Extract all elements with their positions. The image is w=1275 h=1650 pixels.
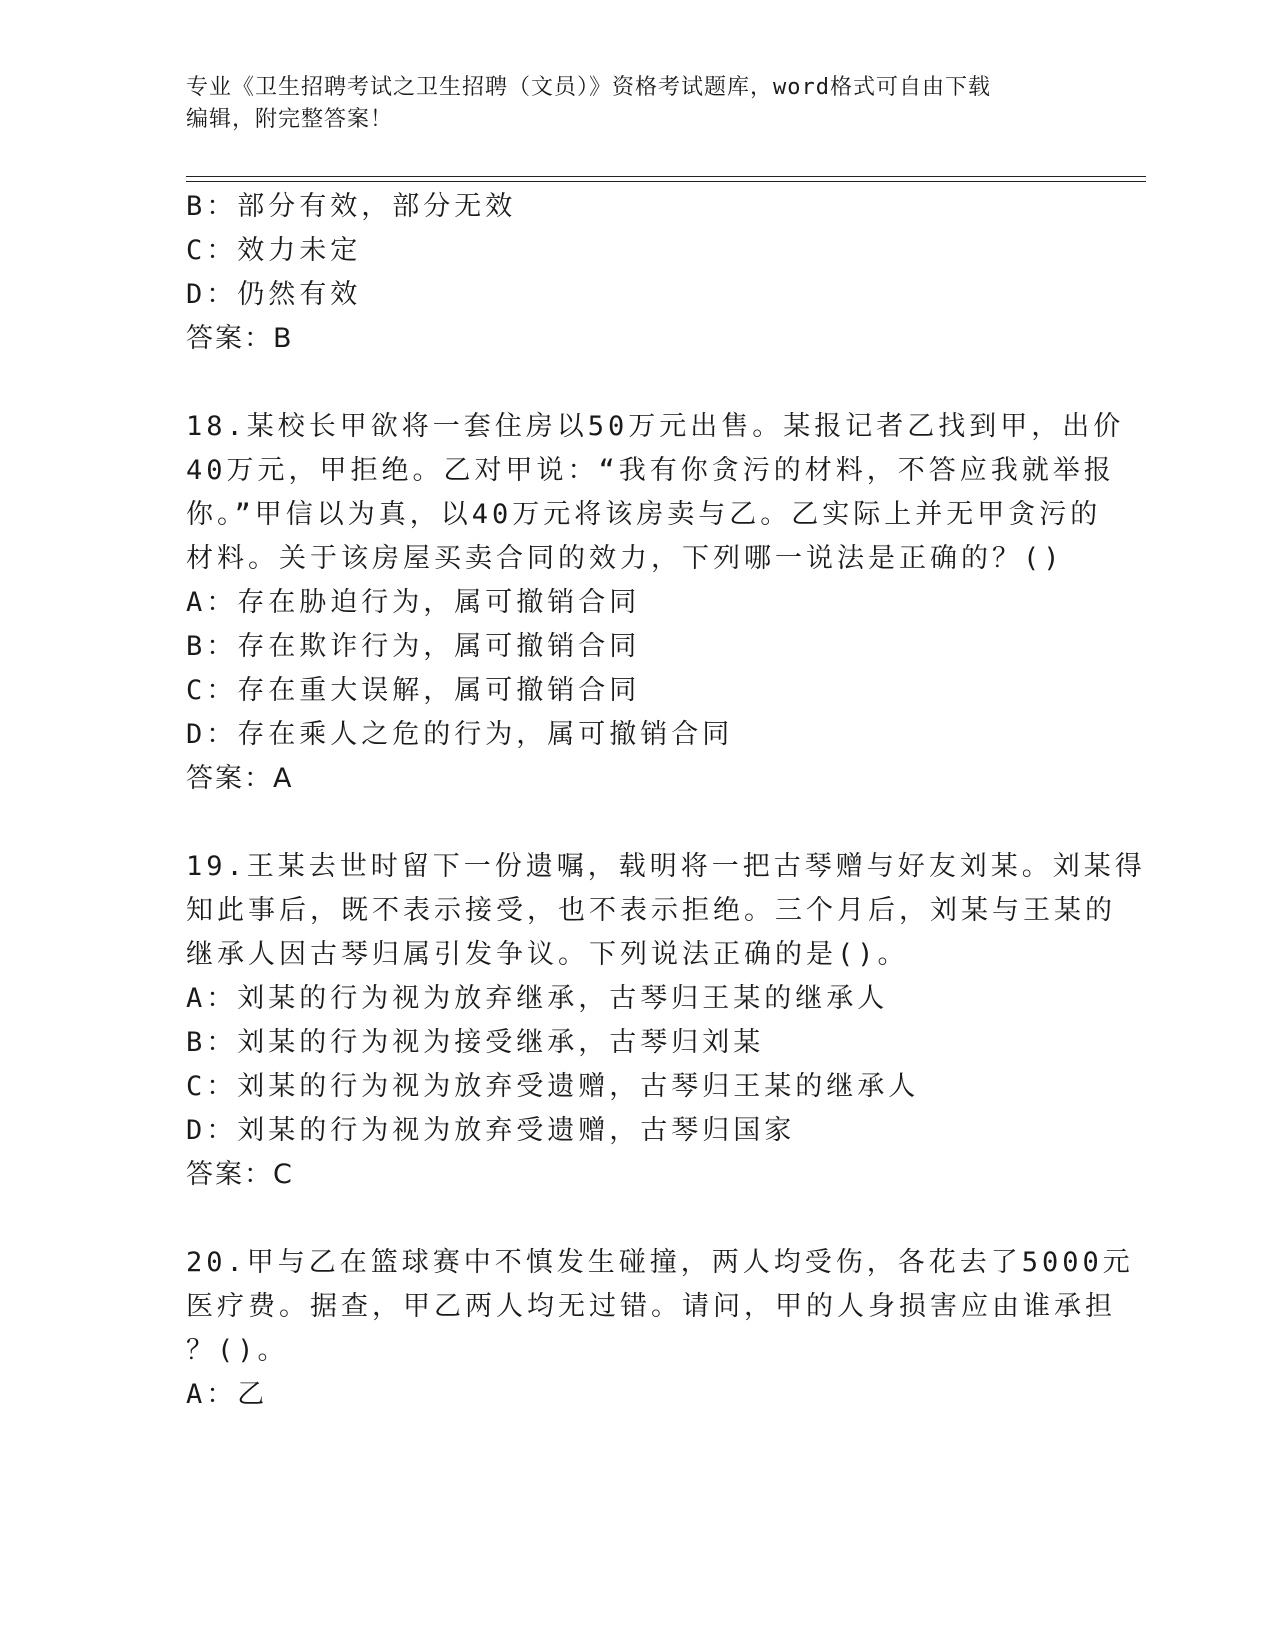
q17-option-c: C：效力未定 [186, 235, 362, 266]
header-line-2: 编辑，附完整答案！ [186, 107, 394, 132]
q18-option-c: C：存在重大误解，属可撤销合同 [186, 675, 641, 706]
header-line-1: 专业《卫生招聘考试之卫生招聘（文员）》资格考试题库，word格式可自由下载 [186, 75, 991, 100]
q19-option-c: C：刘某的行为视为放弃受遗赠，古琴归王某的继承人 [186, 1071, 920, 1102]
q20-option-a: A：乙 [186, 1379, 269, 1410]
q18-stem-line-2: 40万元，甲拒绝。乙对甲说：“我有你贪污的材料，不答应我就举报 [186, 455, 1115, 486]
q20-stem-line-1: 20.甲与乙在篮球赛中不慎发生碰撞，两人均受伤，各花去了5000元 [186, 1247, 1134, 1278]
q18-answer: 答案：A [186, 763, 294, 794]
q17-answer: 答案：B [186, 323, 294, 354]
q20-stem-line-3: ？()。 [186, 1335, 289, 1366]
q18-option-b: B：存在欺诈行为，属可撤销合同 [186, 631, 641, 662]
q19-answer: 答案：C [186, 1159, 294, 1190]
q19-option-d: D：刘某的行为视为放弃受遗赠，古琴归国家 [186, 1115, 796, 1146]
q18-option-a: A：存在胁迫行为，属可撤销合同 [186, 587, 641, 618]
q20-stem-line-2: 医疗费。据查，甲乙两人均无过错。请问，甲的人身损害应由谁承担 [186, 1291, 1116, 1322]
document-header [186, 72, 1066, 136]
q19-option-b: B：刘某的行为视为接受继承，古琴归刘某 [186, 1027, 765, 1058]
q18-stem-line-1: 18.某校长甲欲将一套住房以50万元出售。某报记者乙找到甲，出价 [186, 411, 1125, 442]
q18-option-d: D：存在乘人之危的行为，属可撤销合同 [186, 719, 734, 750]
q19-stem-line-2: 知此事后，既不表示接受，也不表示拒绝。三个月后，刘某与王某的 [186, 895, 1116, 926]
q18-stem-line-3: 你。”甲信以为真，以40万元将该房卖与乙。乙实际上并无甲贪污的 [186, 499, 1102, 530]
header-divider-bottom [186, 181, 1146, 182]
q17-option-b: B：部分有效，部分无效 [186, 191, 517, 222]
q19-option-a: A：刘某的行为视为放弃继承，古琴归王某的继承人 [186, 983, 889, 1014]
q19-stem-line-1: 19.王某去世时留下一份遗嘱，载明将一把古琴赠与好友刘某。刘某得 [186, 851, 1146, 882]
q17-option-d: D：仍然有效 [186, 279, 362, 310]
q19-stem-line-3: 继承人因古琴归属引发争议。下列说法正确的是()。 [186, 939, 909, 970]
q18-stem-line-4: 材料。关于该房屋买卖合同的效力，下列哪一说法是正确的？() [186, 543, 1064, 574]
header-divider-top [186, 176, 1146, 177]
